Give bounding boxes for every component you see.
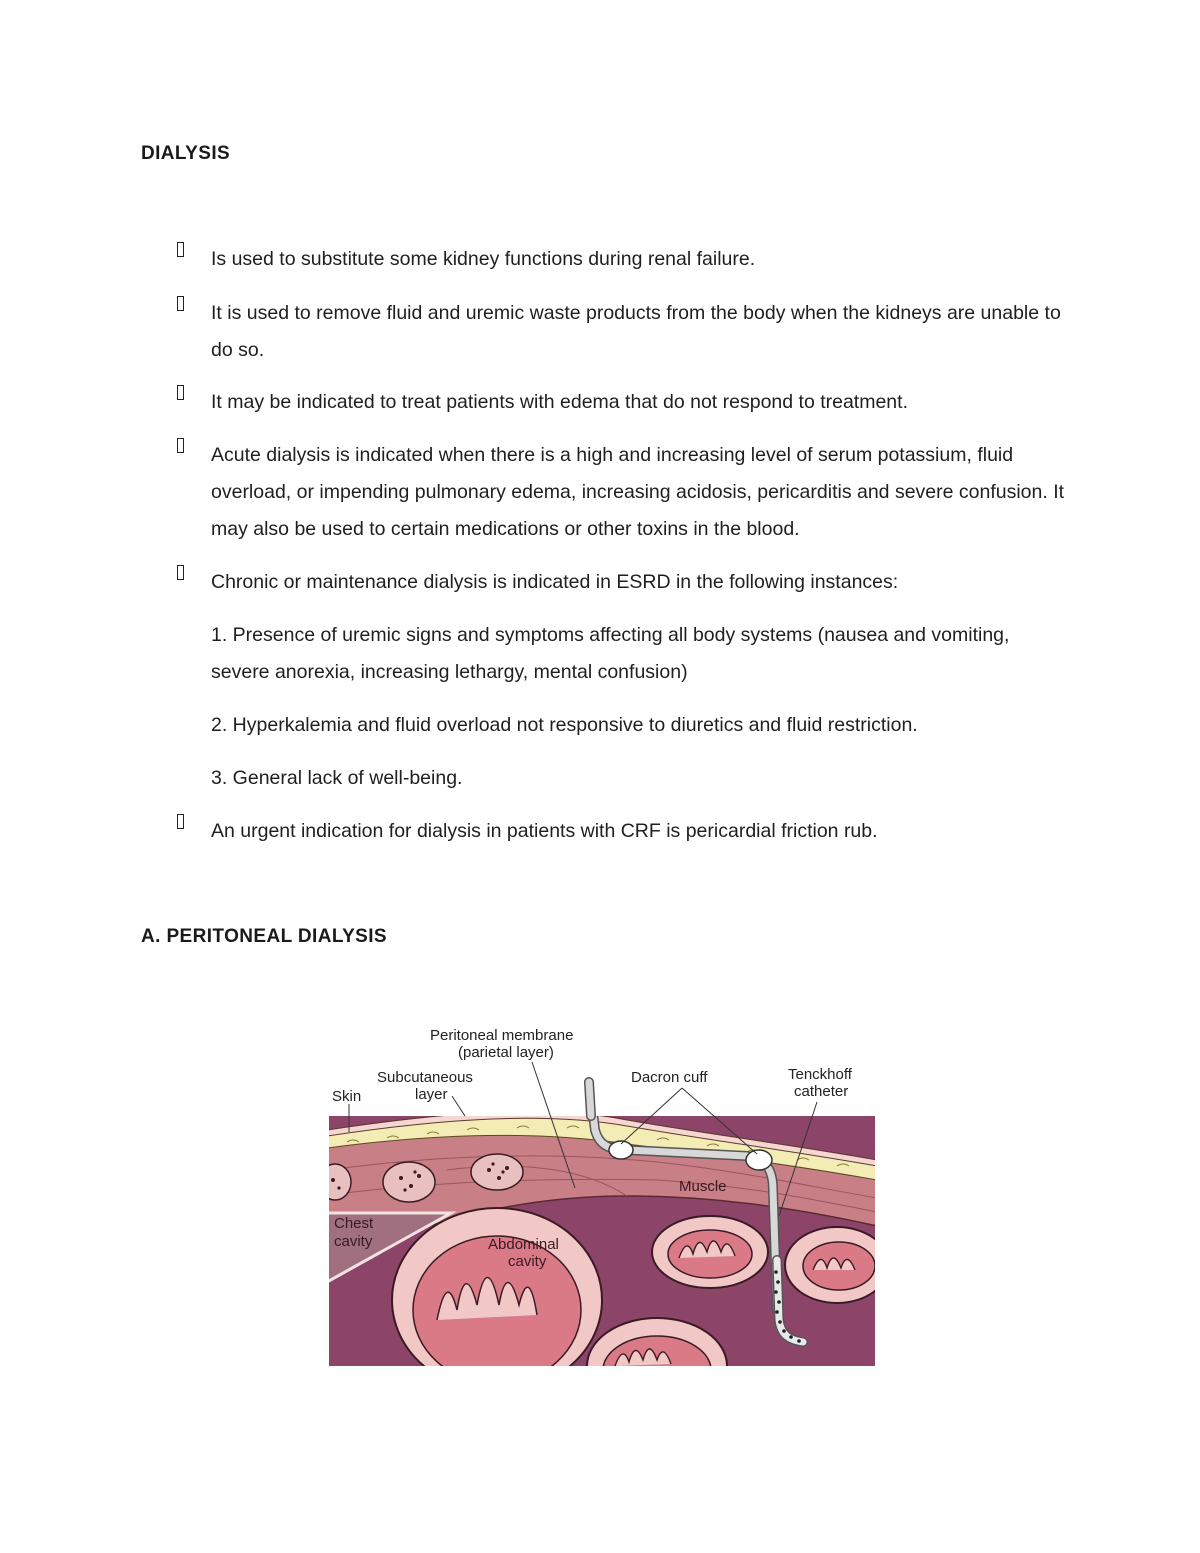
label-peritoneal-membrane: Peritoneal membrane (430, 1027, 574, 1044)
bullet-text: Chronic or maintenance dialysis is indicated in ESRD in the following instances: (211, 571, 899, 593)
bullet-text: An urgent indication for dialysis in patients with CRF is pericardial friction rub. (211, 820, 878, 842)
numbered-text: 1. Presence of uremic signs and symptoms affecting all body systems (nausea and vomiting, severe anorexia, increasing lethargy, mental confusion) (211, 624, 1010, 683)
label-abdominal: Abdominal (488, 1236, 559, 1253)
label-chest: Chest (334, 1215, 374, 1232)
label-skin: Skin (332, 1088, 362, 1105)
label-parietal-layer: (parietal layer) (458, 1044, 554, 1061)
label-dacron-cuff: Dacron cuff (631, 1069, 708, 1086)
bullet-icon (175, 295, 187, 313)
document-title: DIALYSIS (141, 143, 231, 164)
bullet-text: It is used to remove fluid and uremic waste products from the body when the kidneys are unable to do so. (211, 302, 1061, 361)
numbered-text: 3. General lack of well-being. (211, 767, 463, 789)
label-catheter: catheter (794, 1083, 849, 1100)
bullet-icon (175, 241, 187, 259)
bullet-icon (175, 813, 187, 831)
bullet-text: Acute dialysis is indicated when there is a high and increasing level of serum potassium, fluid overload, or impending pulmonary edema, increasing acidosis, pericarditis and severe confusion. It may also be used to certain medications or other toxins in the blood. (211, 444, 1065, 540)
bullet-icon (175, 564, 187, 582)
label-muscle: Muscle (679, 1178, 727, 1195)
bullet-text: Is used to substitute some kidney functions during renal failure. (211, 248, 756, 270)
section-heading: A. PERITONEAL DIALYSIS (141, 926, 388, 947)
label-subcutaneous-layer: layer (415, 1086, 448, 1103)
label-subcutaneous: Subcutaneous (377, 1069, 473, 1086)
bullet-text: It may be indicated to treat patients with edema that do not respond to treatment. (211, 391, 908, 413)
numbered-text: 2. Hyperkalemia and fluid overload not responsive to diuretics and fluid restriction. (211, 714, 918, 736)
bullet-icon (175, 437, 187, 455)
label-abdominal-cavity: cavity (508, 1253, 547, 1270)
label-tenckhoff: Tenckhoff (788, 1066, 852, 1083)
bullet-icon (175, 384, 187, 402)
label-chest-cavity: cavity (334, 1233, 373, 1250)
peritoneal-dialysis-illustration (327, 1020, 877, 1366)
